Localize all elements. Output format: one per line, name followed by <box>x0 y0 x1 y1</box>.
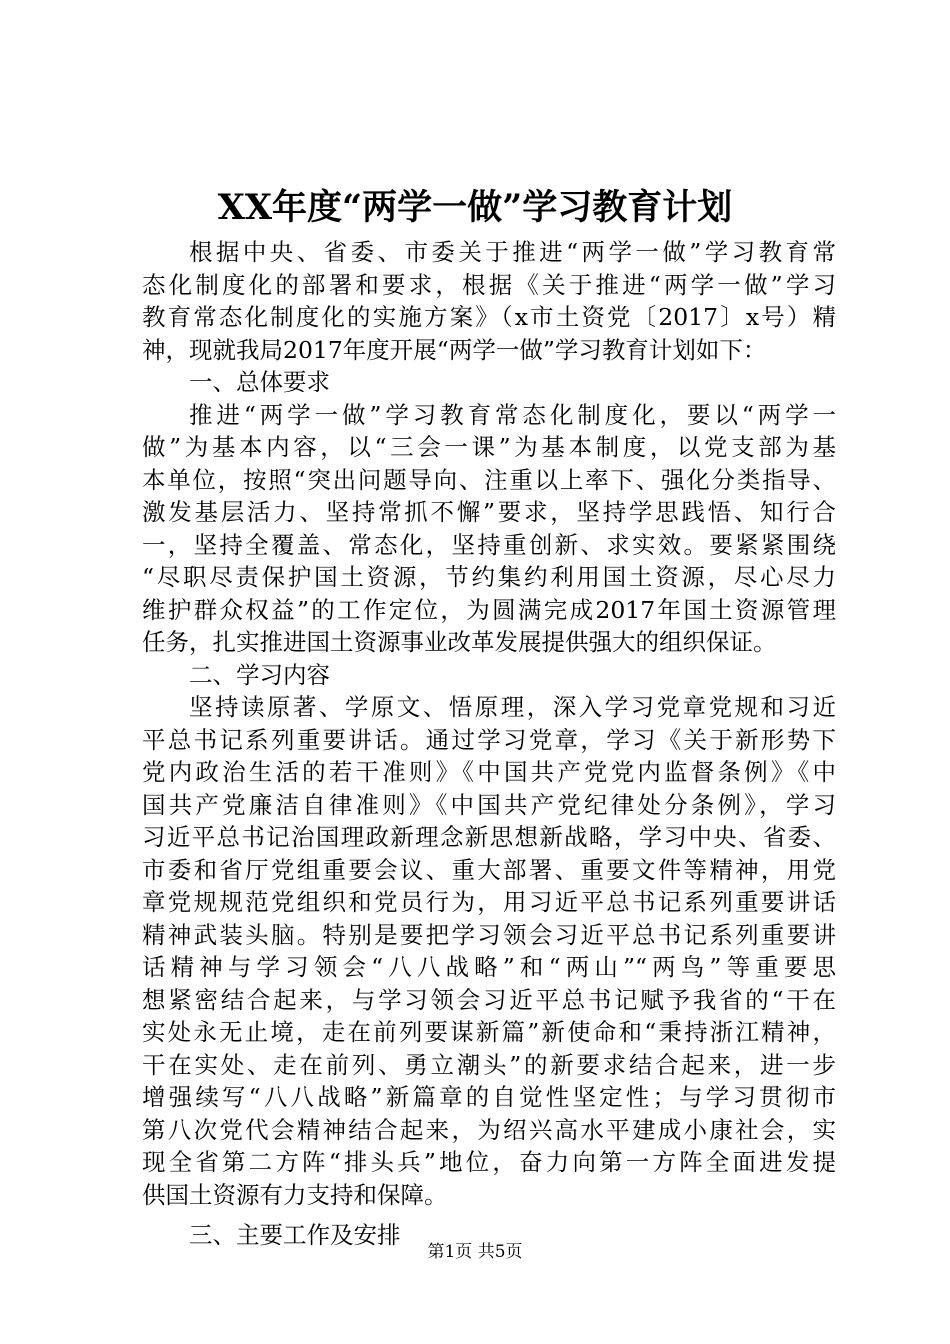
document-body <box>142 236 836 1252</box>
paragraph-line: 第八次党代会精神结合起来，为绍兴高水平建成小康社会，实 <box>142 1115 836 1144</box>
paragraph-line: 话精神与学习领会“八八战略”和“两山”“两鸟”等重要思 <box>142 953 836 981</box>
paragraph-line: 维护群众权益”的工作定位，为圆满完成2017年国土资源管理 <box>142 595 836 624</box>
paragraph-line: 供国土资源有力支持和保障。 <box>142 1180 448 1209</box>
paragraph-line: 做”为基本内容，以“三会一课”为基本制度，以党支部为基 <box>142 433 836 461</box>
paragraph-line: 干在实处、走在前列、勇立潮头”的新要求结合起来，进一步 <box>142 1050 836 1079</box>
document-title: XX年度“两学一做”学习教育计划 <box>217 187 733 228</box>
section-heading-2: 二、学习内容 <box>189 660 330 689</box>
intro-paragraph <box>142 236 836 366</box>
paragraph-line: 市委和省厅党组重要会议、重大部署、重要文件等精神，用党 <box>142 855 836 884</box>
paragraph-line: 本单位，按照“突出问题导向、注重以上率下、强化分类指导、 <box>142 465 836 494</box>
section-heading-3: 三、主要工作及安排 <box>189 1221 401 1249</box>
paragraph-line: 实处永无止境，走在前列要谋新篇”新使命和“秉持浙江精神， <box>142 1018 836 1046</box>
paragraph-line: 想紧密结合起来，与学习领会习近平总书记赋予我省的“干在 <box>142 985 836 1014</box>
paragraph-line: 章党规规范党组织和党员行为，用习近平总书记系列重要讲话 <box>142 888 836 916</box>
paragraph-line: 坚持读原著、学原文、悟原理，深入学习党章党规和习近 <box>189 693 836 721</box>
paragraph-line: 任务，扎实推进国土资源事业改革发展提供强大的组织保证。 <box>142 628 777 656</box>
paragraph-line: 态化制度化的部署和要求，根据《关于推进“两学一做”学习 <box>142 270 836 299</box>
paragraph-line: 一，坚持全覆盖、常态化，坚持重创新、求实效。要紧紧围绕 <box>142 530 836 559</box>
paragraph-line: 平总书记系列重要讲话。通过学习党章，学习《关于新形势下 <box>142 725 836 754</box>
paragraph-line: 激发基层活力、坚持常抓不懈”要求，坚持学思践悟、知行合 <box>142 498 836 526</box>
paragraph-line: 习近平总书记治国理政新理念新思想新战略，学习中央、省委、 <box>142 823 836 851</box>
paragraph-line: 增强续写“八八战略”新篇章的自觉性坚定性；与学习贯彻市 <box>142 1083 836 1111</box>
paragraph-line: 神，现就我局2017年度开展“两学一做”学习教育计划如下： <box>142 335 767 364</box>
paragraph-line: 现全省第二方阵“排头兵”地位，奋力向第一方阵全面进发提 <box>142 1148 836 1176</box>
section-2-paragraph <box>142 691 836 1211</box>
section-heading-1: 一、总体要求 <box>189 368 330 396</box>
paragraph-line: 教育常态化制度化的实施方案》（x市土资党〔2017〕x号）精 <box>142 303 836 331</box>
paragraph-line: 党内政治生活的若干准则》《中国共产党党内监督条例》《中 <box>142 758 836 786</box>
paragraph-line: 根据中央、省委、市委关于推进“两学一做”学习教育常 <box>189 238 836 266</box>
page-footer: 第1页 共5页 <box>427 1242 523 1262</box>
paragraph-line: 国共产党廉洁自律准则》《中国共产党纪律处分条例》，学习 <box>142 790 836 819</box>
paragraph-line: 精神武装头脑。特别是要把学习领会习近平总书记系列重要讲 <box>142 920 836 949</box>
paragraph-line: “尽职尽责保护国土资源，节约集约利用国土资源，尽心尽力 <box>142 563 836 591</box>
section-1-paragraph <box>142 399 836 659</box>
paragraph-line: 推进“两学一做”学习教育常态化制度化，要以“两学一 <box>189 400 836 429</box>
